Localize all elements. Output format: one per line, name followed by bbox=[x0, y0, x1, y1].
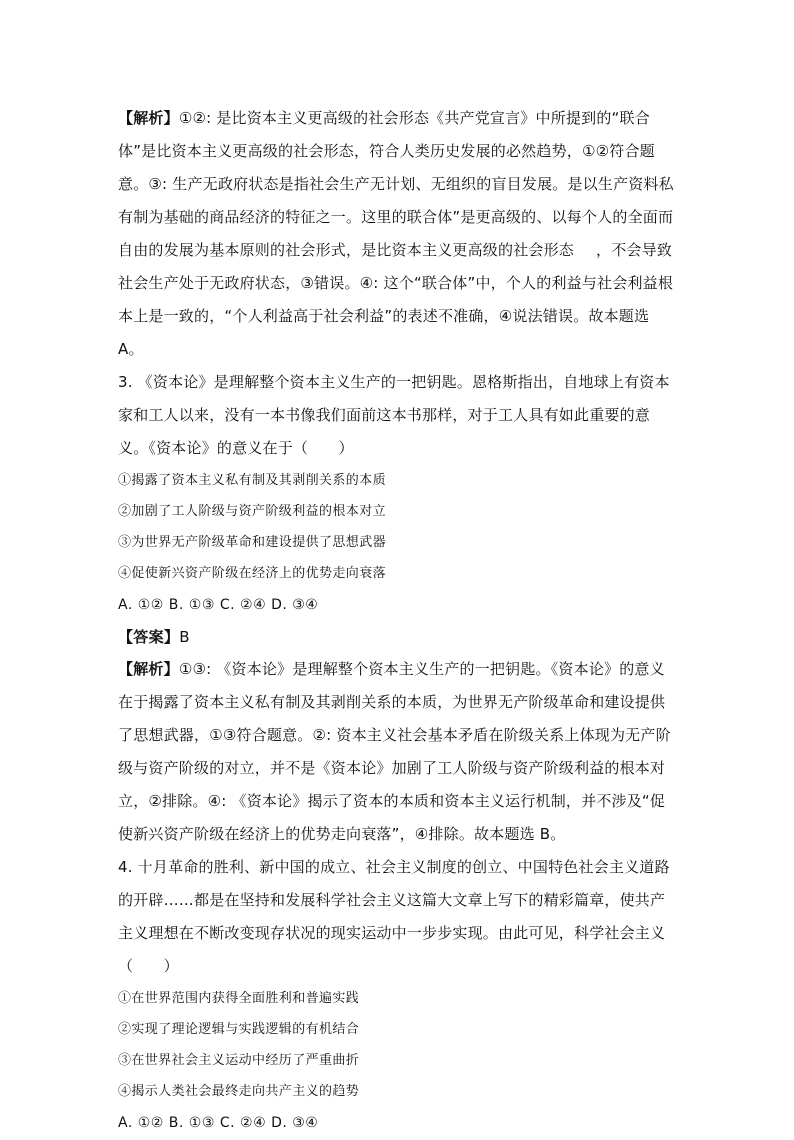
answer-value: B bbox=[179, 628, 190, 646]
question-4-choices: A. ①② B. ①③ C. ②④ D. ③④ bbox=[118, 1115, 319, 1131]
question-4-stem: 4. 十月革命的胜利、新中国的成立、社会主义制度的创立、中国特色社会主义道路的开辟……都是在坚持和发展科学社会主义这篇大文章上写下的精彩篇章，使共产主义理想在不断改变现存状况的现实运动中一步步实现。由此可见，科学社会主义（ ） bbox=[118, 858, 670, 975]
question-3-option-4: ④促使新兴资产阶级在经济上的优势走向衰落 bbox=[118, 566, 387, 581]
question-4-option-2: ②实现了理论逻辑与实践逻辑的有机结合 bbox=[118, 1022, 360, 1037]
question-3-answer bbox=[118, 622, 678, 653]
question-3-option-2: ②加剧了工人阶级与资产阶级利益的根本对立 bbox=[118, 504, 387, 519]
analysis-text: ①③: 《资本论》是理解整个资本主义生产的一把钥匙。《资本论》的意义在于揭露了资本主义私有制及其剥削关系的本质，为世界无产阶级革命和建设提供了思想武器，①③符合题意。②: 资本主义社会基本矛盾在阶级关系上体现为无产阶级与资产阶级的对立，并不是《资本论》加剧了工人阶级与资产阶级利益的根本对立，②排除。④: 《资本论》揭示了资本的本质和资本主义运行机制，并不涉及“促使新兴资产阶级在经济上的优势走向衰落”，④排除。故本题选 B。 bbox=[118, 660, 671, 843]
analysis-paragraph-q2 bbox=[118, 102, 678, 366]
analysis-tag: 【解析】 bbox=[118, 109, 179, 127]
answer-tag: 【答案】 bbox=[118, 628, 180, 646]
question-3-choices: A. ①② B. ①③ C. ②④ D. ③④ bbox=[118, 597, 319, 613]
analysis-text: ①②: 是比资本主义更高级的社会形态《共产党宣言》中所提到的“联合体”是比资本主义更高级的社会形态，符合人类历史发展的必然趋势，①②符合题意。③: 生产无政府状态是指社会生产无计划、无组织的盲目发展。是以生产资料私有制为基础的商品经济的特征之一。这里的联合体”是更高级的、以每个人的全面而自由的发展为基本原则的社会形式，是比资本主义更高级的社会形态 bbox=[118, 109, 674, 259]
question-3-option-3: ③为世界无产阶级革命和建设提供了思想武器 bbox=[118, 535, 387, 550]
question-3-option-1: ①揭露了资本主义私有制及其剥削关系的本质 bbox=[118, 473, 387, 488]
question-3-analysis bbox=[118, 653, 678, 851]
question-4-option-3: ③在世界社会主义运动中经历了严重曲折 bbox=[118, 1053, 360, 1068]
question-4-option-1: ①在世界范围内获得全面胜利和普遍实践 bbox=[118, 991, 360, 1006]
page-content bbox=[118, 102, 678, 1140]
analysis-tag: 【解析】 bbox=[118, 660, 179, 678]
question-4-option-4: ④揭示人类社会最终走向共产主义的趋势 bbox=[118, 1084, 360, 1099]
analysis-text-continued: ，不会导致社会生产处于无政府状态，③错误。④: 这个“联合体”中，个人的利益与社会利益根本上是一致的，“个人利益高于社会利益”的表述不准确，④说法错误。故本题选 A。 bbox=[118, 241, 674, 358]
question-3-stem: 3. 《资本论》是理解整个资本主义生产的一把钥匙。恩格斯指出，自地球上有资本家和工人以来，没有一本书像我们面前这本书那样，对于工人具有如此重要的意义。《资本论》的意义在于（ ） bbox=[118, 373, 670, 457]
